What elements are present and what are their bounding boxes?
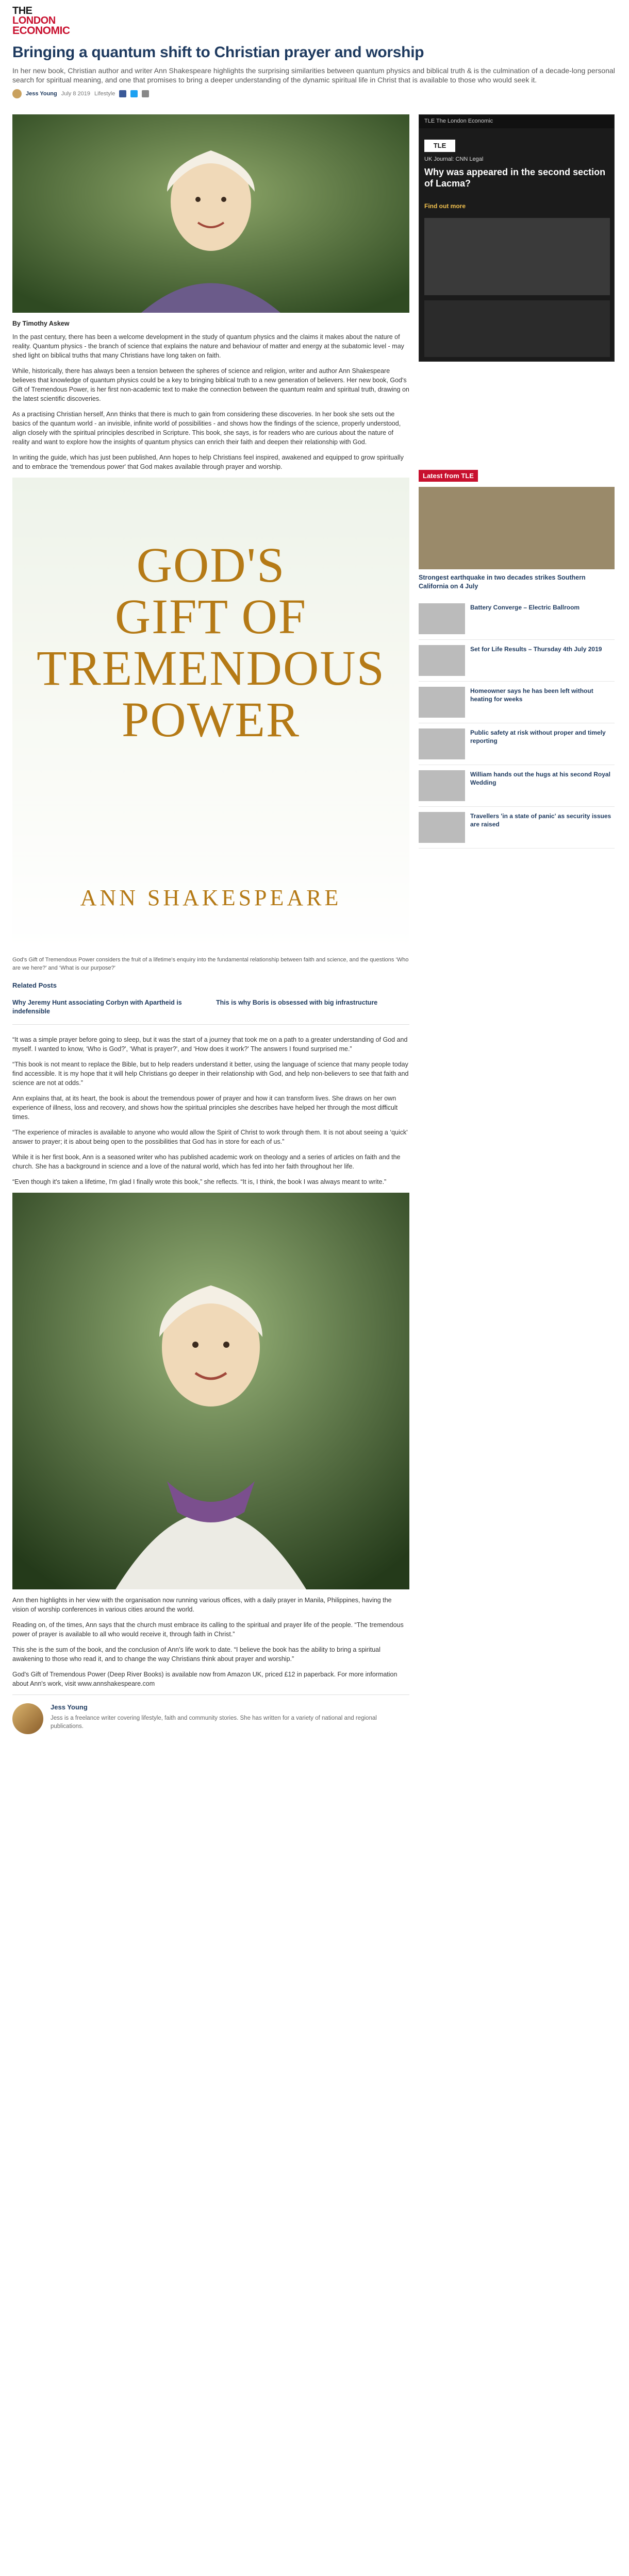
author-avatar xyxy=(12,1703,43,1734)
latest-list-item[interactable] xyxy=(419,807,615,849)
advert-image xyxy=(424,218,610,295)
garden-portrait-illustration xyxy=(12,1193,409,1589)
latest-item-title[interactable]: Public safety at risk without proper and timely reporting xyxy=(470,729,606,744)
latest-thumbnail xyxy=(419,812,465,843)
advert-logo: TLE xyxy=(424,140,455,152)
latest-thumbnail xyxy=(419,603,465,634)
article-body xyxy=(12,114,409,1742)
body-paragraph: “The experience of miracles is available to anyone who would allow the Spirit of Christ to work through them. It is not about seeing a ‘quick' answer to prayer; it is about being open to the possibilities that God has in store for each of us.” xyxy=(12,1129,408,1145)
image-caption: God's Gift of Tremendous Power considers the fruit of a lifetime's enquiry into the fundamental relationship between faith and science, and the questions ‘Who are we here?' and ‘What is our purpose?' xyxy=(12,957,409,971)
logo-text-economic: ECONOMIC xyxy=(12,25,70,37)
email-share-icon[interactable] xyxy=(142,90,149,97)
latest-thumbnail xyxy=(419,645,465,676)
logo-text-london: LONDON xyxy=(12,15,56,26)
body-paragraph: Ann explains that, at its heart, the book is about the tremendous power of prayer and how it can transform lives. She draws on her own experience of illness, loss and recovery, and shows how the spiritual principles she describes have helped her through the most difficult times. xyxy=(12,1095,398,1121)
author-avatar-small xyxy=(12,89,22,98)
byline-date: July 8 2019 xyxy=(61,91,90,97)
body-paragraph: “It was a simple prayer before going to sleep, but it was the start of a journey that took me on a path to a greater understanding of God and myself. I wanted to know, ‘Who is God?', ‘What is prayer?', and ‘How does it work?' The answers I found surprised me.” xyxy=(12,1036,408,1053)
facebook-share-icon[interactable] xyxy=(119,90,126,97)
latest-heading: Latest from TLE xyxy=(419,470,478,482)
latest-list-item[interactable] xyxy=(419,640,615,682)
latest-item-title[interactable]: Travellers 'in a state of panic' as security issues are raised xyxy=(470,812,611,828)
latest-list-item[interactable] xyxy=(419,682,615,723)
article-title: Bringing a quantum shift to Christian prayer and worship xyxy=(12,44,424,61)
body-paragraph-closing: God's Gift of Tremendous Power (Deep River Books) is available now from Amazon UK, priced £12 in paperback. For more information about Ann's work, visit www.annshakespeare.com xyxy=(12,1671,398,1687)
book-cover-author: ANN SHAKESPEARE xyxy=(80,885,342,910)
related-posts xyxy=(12,993,409,1025)
hero-portrait-illustration xyxy=(12,114,409,313)
book-title-line: GIFT OF xyxy=(114,589,307,644)
latest-item-title[interactable]: William hands out the hugs at his second Royal Wedding xyxy=(470,771,610,786)
body-paragraph: As a practising Christian herself, Ann thinks that there is much to gain from considering these discoveries. In her book she sets out the basics of the quantum world - an invisible, infinite world of possibilities - and shows how the findings of the science, properly understood, align closely with the spiritual principles described in Scripture. This book, she says, is for readers who are curious about the nature of reality and want to explore how the insights of quantum physics can enrich their faith and deepen their relationship with God. xyxy=(12,411,401,446)
advert-cta[interactable]: Find out more xyxy=(424,202,466,210)
author-box xyxy=(12,1694,409,1742)
latest-list-item[interactable] xyxy=(419,598,615,640)
body-paragraph: In the past century, there has been a welcome development in the study of quantum physics and the claims it makes about the nature of reality. Quantum physics - the branch of science that explains the nature and behaviour of matter and energy at the subatomic level - may shed light on biblical truths that many Christians have long taken on faith. xyxy=(12,333,404,359)
latest-feature-image[interactable] xyxy=(419,487,615,569)
advert-kicker: UK Journal: CNN Legal xyxy=(424,156,484,162)
article-standfirst: In her new book, Christian author and writer Ann Shakespeare highlights the surprising similarities between quantum physics and biblical truth & is the culmination of a decade-long personal search for spiritual meaning, and one that promises to bring a deeper understanding of the dynamic spiritual life in Christ that is available to those who would seek it. xyxy=(12,66,615,84)
author-bio: Jess is a freelance writer covering lifestyle, faith and community stories. She has written for a variety of national and regional publications. xyxy=(51,1715,377,1730)
book-title-line: GOD'S xyxy=(136,537,286,592)
book-title-line: TREMENDOUS xyxy=(36,640,385,696)
body-paragraph: Ann then highlights in her view with the organisation now running various offices, with a daily prayer in Manila, Philippines, having the vision of worship conferences in various cities around the world. xyxy=(12,1597,392,1613)
body-paragraph: “This book is not meant to replace the Bible, but to help readers understand it better, using the language of science that many people today find accessible. It is my hope that it will help Christians go deeper in their relationship with God, and help non-believers to see that faith and science are not at odds.” xyxy=(12,1061,409,1087)
book-cover-title xyxy=(12,539,409,745)
author-name-link[interactable]: Jess Young xyxy=(51,1703,88,1711)
body-paragraph: “Even though it's taken a lifetime, I'm glad I finally wrote this book,” she reflects. “It is, I think, the book I was always meant to write.” xyxy=(12,1178,387,1185)
latest-item-title[interactable]: Battery Converge – Electric Ballroom xyxy=(470,604,580,611)
body-paragraph: This she is the sum of the book, and the conclusion of Ann's life work to date. “I believe the book has the ability to bring a spiritual awakening to those who read it, and to change the way Christians think about prayer and worship.” xyxy=(12,1646,380,1663)
related-post-link[interactable]: Why Jeremy Hunt associating Corbyn with Apartheid is indefensible xyxy=(12,999,182,1015)
advert-topbar: TLE The London Economic xyxy=(419,115,615,128)
latest-feature-title[interactable]: Strongest earthquake in two decades strikes Southern California on 4 July xyxy=(419,574,586,590)
related-posts-heading: Related Posts xyxy=(12,981,57,989)
body-paragraph: While, historically, there has always been a tension between the spheres of science and religion, writer and author Ann Shakespeare believes that knowledge of quantum physics could be a key to bringing biblical truth to a new generation of believers. Her new book, God's Gift of Tremendous Power, is her first non-academic text to make the connection between the quantum realm and spiritual truth, drawing on the latest scientific discoveries. xyxy=(12,367,409,402)
author-garden-photo xyxy=(12,1193,409,1589)
hero-image-author-portrait xyxy=(12,114,409,313)
latest-item-title[interactable]: Homeowner says he has been left without heating for weeks xyxy=(470,687,593,703)
body-paragraph: In writing the guide, which has just been published, Ann hopes to help Christians feel inspired, awakened and equipped to grow spiritually and to embrace the ‘tremendous power' that God makes available through prayer and worship. xyxy=(12,454,404,470)
book-title-line: POWER xyxy=(122,692,300,747)
latest-list-item[interactable] xyxy=(419,723,615,765)
advert-headline: Why was appeared in the second section of Lacma? xyxy=(424,167,606,189)
logo-text-the: THE xyxy=(12,5,32,16)
photo-credit-label: By Timothy Askew xyxy=(12,320,70,327)
byline xyxy=(12,89,425,99)
latest-list-item[interactable] xyxy=(419,765,615,807)
advert-image-secondary xyxy=(424,300,610,357)
related-post-link[interactable]: This is why Boris is obsessed with big infrastructure xyxy=(216,999,378,1006)
sidebar xyxy=(419,114,615,849)
latest-thumbnail xyxy=(419,770,465,801)
latest-item-title[interactable]: Set for Life Results – Thursday 4th July 2019 xyxy=(470,646,602,653)
byline-author-link[interactable]: Jess Young xyxy=(26,91,57,97)
site-logo[interactable] xyxy=(12,6,115,36)
sidebar-advert[interactable] xyxy=(419,114,615,362)
book-cover-image xyxy=(12,478,409,952)
body-paragraph: Reading on, of the times, Ann says that the church must embrace its calling to the spiritual and prayer life of the people. “The tremendous power of prayer is available to all who would receive it, through faith in Christ.” xyxy=(12,1621,404,1638)
twitter-share-icon[interactable] xyxy=(130,90,138,97)
latest-thumbnail xyxy=(419,728,465,759)
latest-thumbnail xyxy=(419,687,465,718)
byline-category[interactable]: Lifestyle xyxy=(94,91,115,97)
body-paragraph: While it is her first book, Ann is a seasoned writer who has published academic work on theology and a series of articles on faith and the church. She has a background in science and a love of the natural world, which has fed into her faith throughout her life. xyxy=(12,1154,401,1170)
